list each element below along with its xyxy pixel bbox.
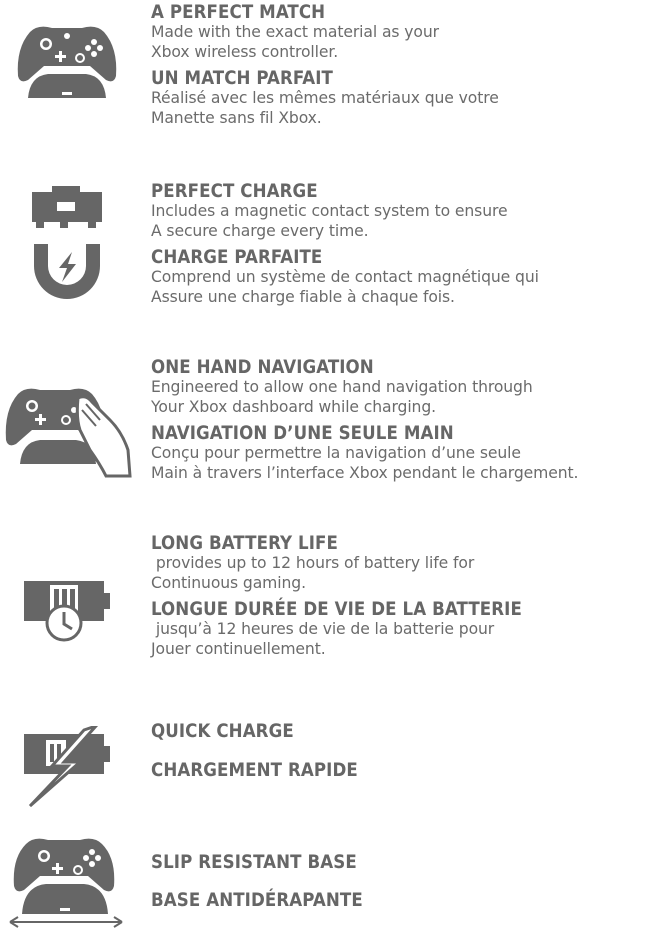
feature-desc-en-line1: Engineered to allow one hand navigation through (151, 378, 533, 396)
feature-title-en: SLIP RESISTANT BASE (151, 852, 357, 873)
feature-title-fr: BASE ANTIDÉRAPANTE (151, 890, 363, 911)
feature-title-fr: NAVIGATION D’UNE SEULE MAIN (151, 423, 454, 444)
feature-desc-fr-line1: Comprend un système de contact magnétique qui (151, 268, 539, 286)
controller-on-stand-icon (8, 18, 126, 100)
feature-desc-en-line1: Includes a magnetic contact system to ensure (151, 202, 508, 220)
feature-desc-fr-line2: Main à travers l’interface Xbox pendant le chargement. (151, 463, 579, 482)
feature-desc-en-line1: Made with the exact material as your (151, 23, 439, 41)
feature-desc-en-line2: Your Xbox dashboard while charging. (151, 397, 436, 416)
feature-long-battery-life (151, 533, 671, 659)
battery-lightning-icon (24, 726, 114, 808)
feature-title-fr: CHARGE PARFAITE (151, 247, 323, 268)
magnetic-charger-icon (30, 186, 105, 306)
feature-title-en: LONG BATTERY LIFE (151, 533, 338, 554)
one-hand-controller-icon (0, 380, 132, 480)
feature-desc-en-line2: Continuous gaming. (151, 573, 306, 592)
feature-desc-fr-line2: Jouer continuellement. (151, 639, 326, 658)
feature-title-en: ONE HAND NAVIGATION (151, 357, 374, 378)
feature-title-fr: UN MATCH PARFAIT (151, 68, 334, 89)
feature-one-hand-navigation (151, 357, 671, 483)
feature-desc-en-line2: A secure charge every time. (151, 221, 369, 240)
feature-desc-fr-line1: Réalisé avec les mêmes matériaux que votre (151, 89, 499, 107)
feature-slip-resistant-base (151, 852, 671, 911)
controller-base-arrows-icon (4, 834, 128, 930)
feature-title-en: QUICK CHARGE (151, 721, 294, 742)
feature-desc-fr-line2: Manette sans fil Xbox. (151, 108, 322, 127)
feature-quick-charge (151, 721, 671, 781)
feature-title-en: PERFECT CHARGE (151, 181, 318, 202)
feature-desc-fr-line2: Assure une charge fiable à chaque fois. (151, 287, 455, 306)
feature-desc-fr-line1: jusqu’à 12 heures de vie de la batterie pour (151, 620, 495, 638)
feature-desc-fr-line1: Conçu pour permettre la navigation d’une seule (151, 444, 521, 462)
feature-desc-en-line2: Xbox wireless controller. (151, 42, 339, 61)
feature-desc-en-line1: provides up to 12 hours of battery life for (151, 554, 475, 572)
feature-perfect-charge (151, 181, 671, 307)
feature-title-fr: CHARGEMENT RAPIDE (151, 760, 358, 781)
feature-perfect-match (151, 2, 671, 128)
feature-title-fr: LONGUE DURÉE DE VIE DE LA BATTERIE (151, 599, 522, 620)
battery-clock-icon (24, 577, 114, 643)
feature-title-en: A PERFECT MATCH (151, 2, 326, 23)
